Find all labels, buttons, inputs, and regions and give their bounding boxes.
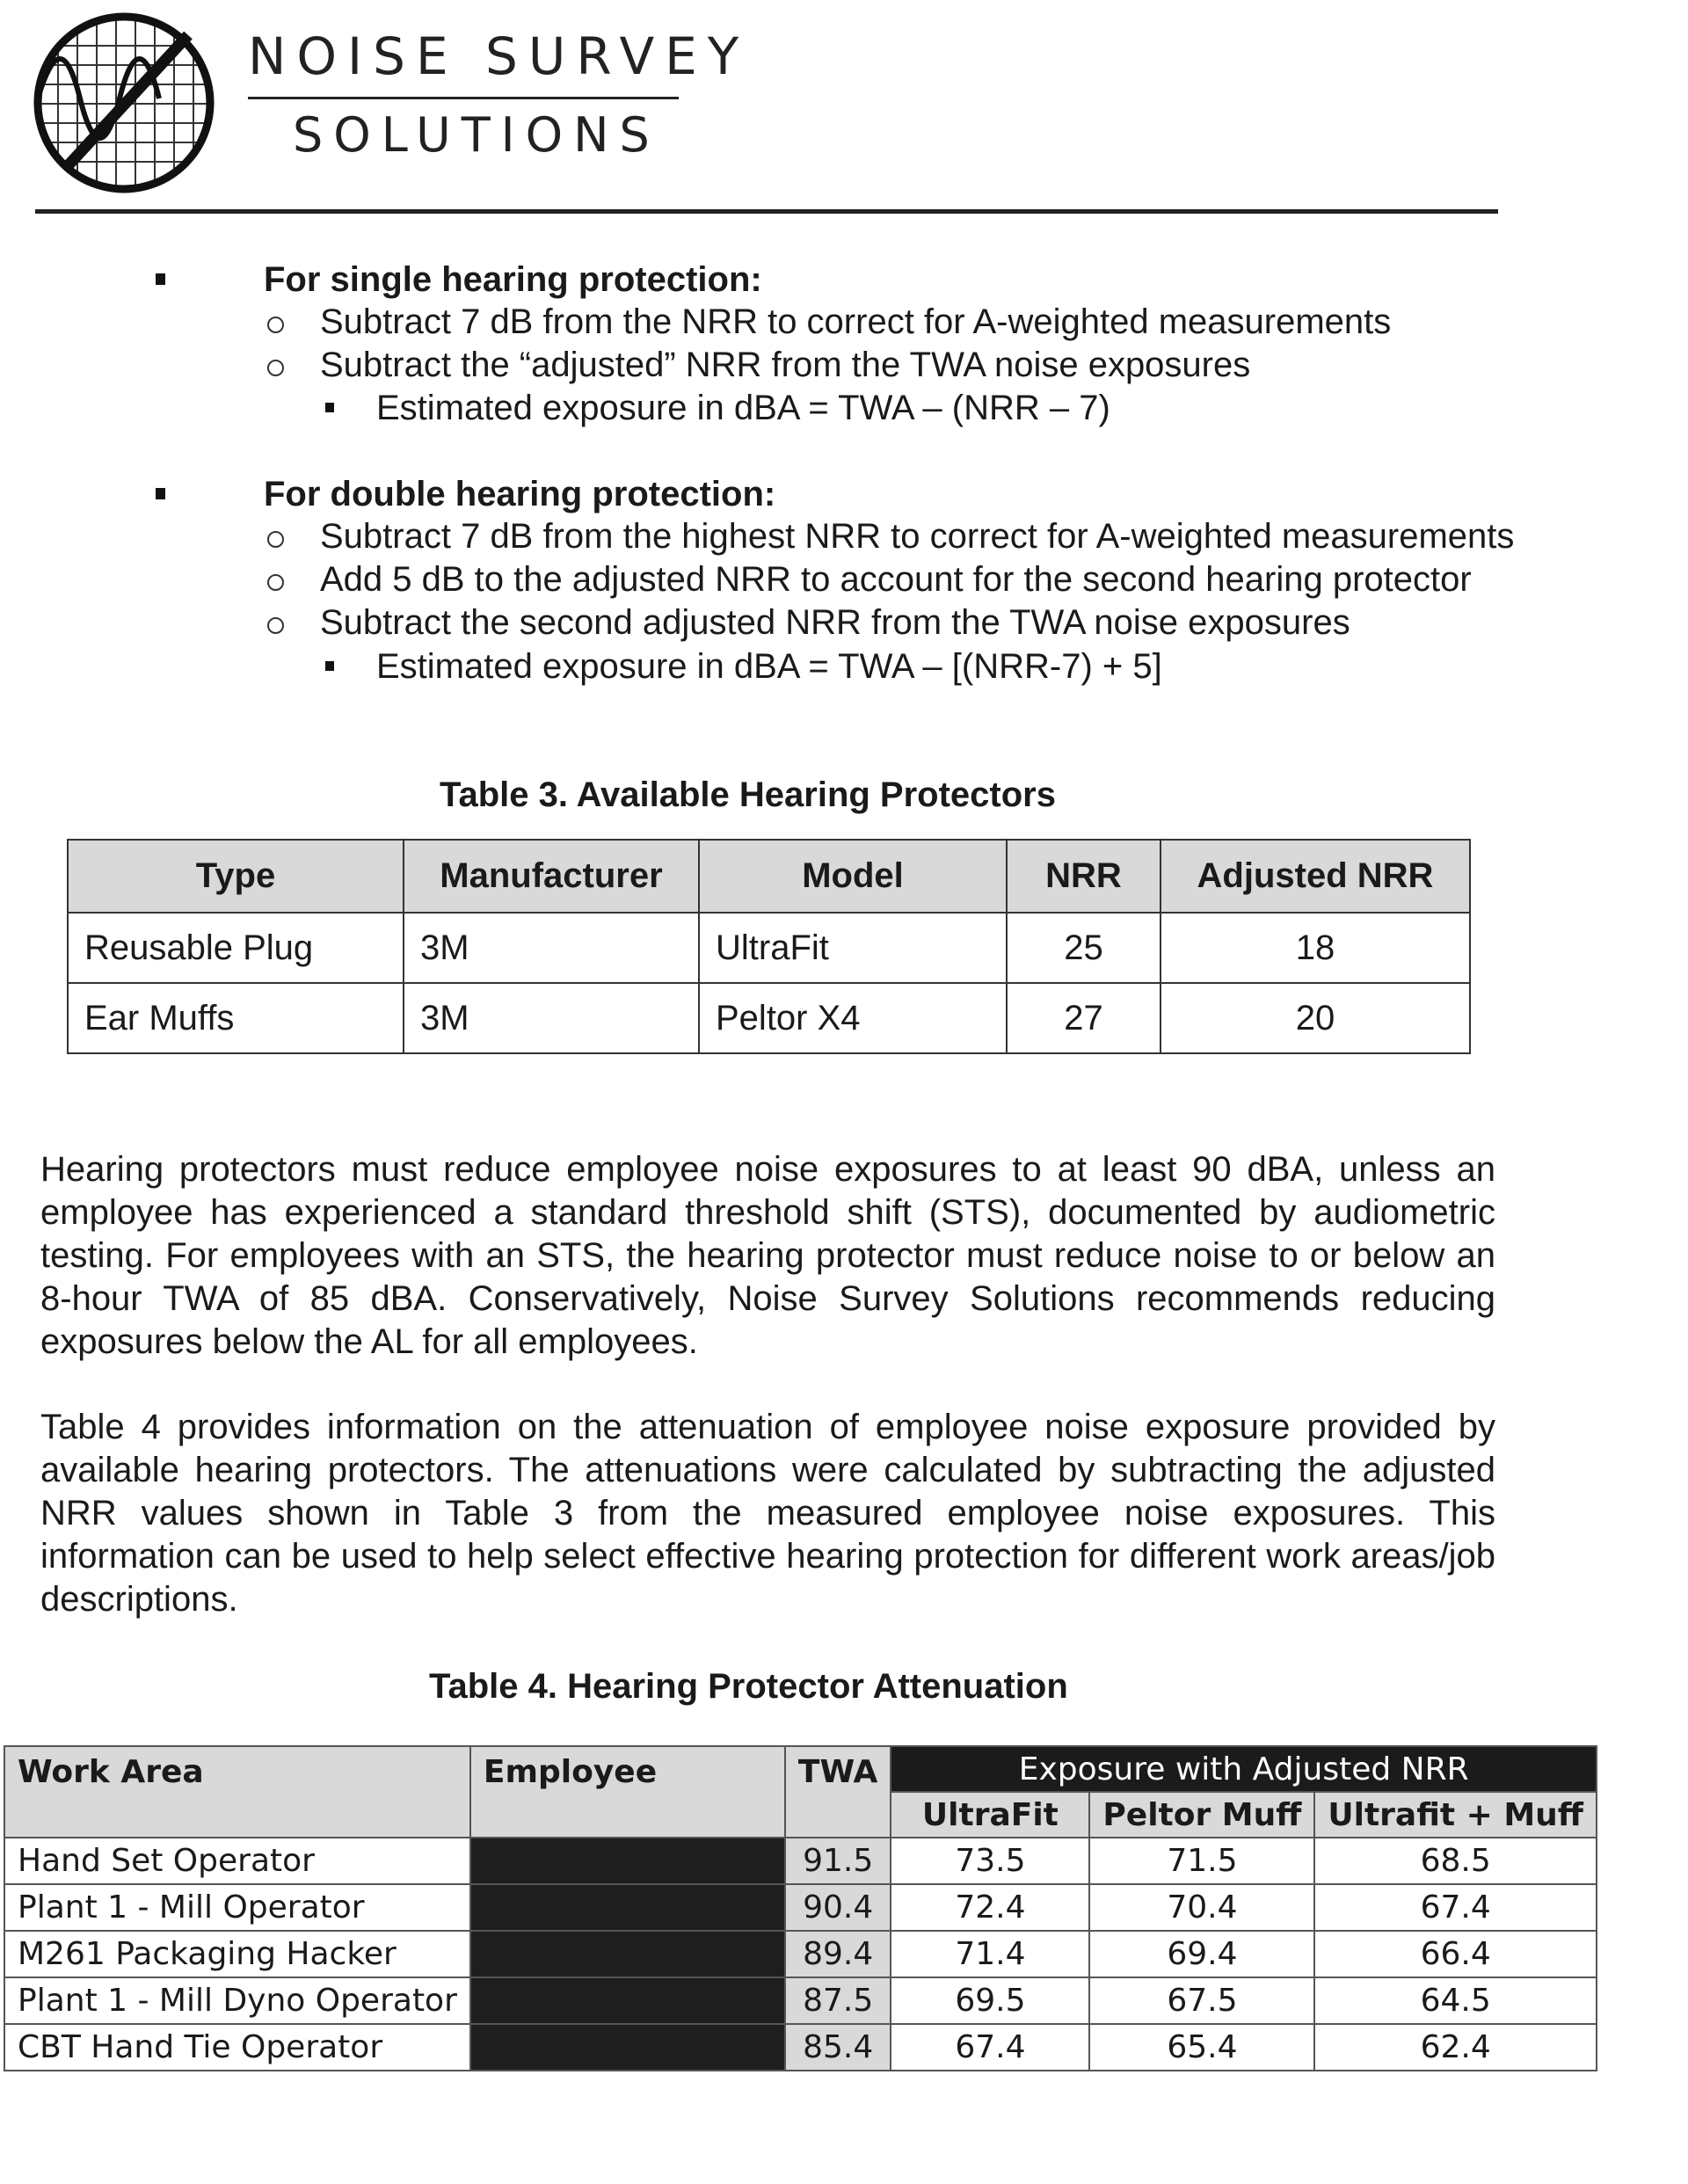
table4-header-peltor-muff: Peltor Muff: [1089, 1792, 1314, 1838]
table4-work-area: Plant 1 - Mill Operator: [4, 1884, 470, 1931]
table4-work-area: Hand Set Operator: [4, 1838, 470, 1884]
circle-bullet-icon: [267, 617, 284, 634]
circle-bullet-icon: [267, 317, 284, 333]
square-bullet-icon: [156, 273, 165, 285]
table4-caption: Table 4. Hearing Protector Attenuation: [429, 1667, 1068, 1706]
table3-header-adjusted-nrr: Adjusted NRR: [1160, 840, 1470, 913]
table3: [67, 839, 1471, 1054]
brand-divider: [248, 97, 679, 99]
table4-work-area: Plant 1 - Mill Dyno Operator: [4, 1977, 470, 2024]
table4-ultrafit-muff: 67.4: [1314, 1884, 1597, 1931]
table4-work-area: CBT Hand Tie Operator: [4, 2024, 470, 2071]
table3-header-manufacturer: Manufacturer: [404, 840, 699, 913]
square-bullet-icon: [156, 488, 165, 499]
table3-header-nrr: NRR: [1007, 840, 1160, 913]
table4-work-area: M261 Packaging Hacker: [4, 1931, 470, 1977]
brand-name-bottom: SOLUTIONS: [293, 107, 660, 163]
table4-twa: 85.4: [785, 2024, 891, 2071]
table-row: [4, 1884, 1597, 1931]
table3-cell: Reusable Plug: [68, 913, 404, 983]
table-row: [4, 1931, 1597, 1977]
double-item-2: Add 5 dB to the adjusted NRR to account for the second hearing protector: [320, 560, 1472, 599]
table4-peltor-muff: 65.4: [1089, 2024, 1314, 2071]
redacted-employee: [470, 1884, 785, 1931]
single-heading: For single hearing protection:: [264, 260, 762, 299]
table3-cell: 20: [1160, 983, 1470, 1053]
table4-peltor-muff: 67.5: [1089, 1977, 1314, 2024]
circle-bullet-icon: [267, 531, 284, 548]
table-row: [4, 1838, 1597, 1884]
table4-twa: 90.4: [785, 1884, 891, 1931]
double-heading: For double hearing protection:: [264, 475, 776, 513]
square-bullet-icon: [325, 661, 334, 671]
table4-ultrafit: 73.5: [891, 1838, 1089, 1884]
table4-ultrafit: 69.5: [891, 1977, 1089, 2024]
table3-cell: Peltor X4: [699, 983, 1007, 1053]
waveform-circle-slash-icon: [32, 11, 216, 195]
table3-cell: 27: [1007, 983, 1160, 1053]
table4-header-ultrafit-muff: Ultrafit + Muff: [1314, 1792, 1597, 1838]
table4-twa: 87.5: [785, 1977, 891, 2024]
table-row: [4, 2024, 1597, 2071]
square-bullet-icon: [325, 403, 334, 412]
table4-header-exposure-group: Exposure with Adjusted NRR: [891, 1746, 1597, 1792]
table3-cell: 25: [1007, 913, 1160, 983]
redacted-employee: [470, 1977, 785, 2024]
table4-ultrafit: 72.4: [891, 1884, 1089, 1931]
single-item-1: Subtract 7 dB from the NRR to correct for A-weighted measurements: [320, 302, 1392, 341]
circle-bullet-icon: [267, 574, 284, 591]
table3-cell: 3M: [404, 913, 699, 983]
table3-cell: UltraFit: [699, 913, 1007, 983]
table4-header-work-area: Work Area: [4, 1746, 470, 1838]
table4-ultrafit: 71.4: [891, 1931, 1089, 1977]
table4-ultrafit-muff: 68.5: [1314, 1838, 1597, 1884]
table4-header-twa: TWA: [785, 1746, 891, 1838]
redacted-employee: [470, 1838, 785, 1884]
brand-name-top: NOISE SURVEY: [248, 26, 750, 86]
table4-header-ultrafit: UltraFit: [891, 1792, 1089, 1838]
table3-header-model: Model: [699, 840, 1007, 913]
table4-twa: 91.5: [785, 1838, 891, 1884]
redacted-employee: [470, 2024, 785, 2071]
table4-ultrafit-muff: 66.4: [1314, 1931, 1597, 1977]
table3-cell: 3M: [404, 983, 699, 1053]
table4-peltor-muff: 71.5: [1089, 1838, 1314, 1884]
table4: [4, 1745, 1597, 2071]
single-item-2: Subtract the “adjusted” NRR from the TWA noise exposures: [320, 346, 1251, 384]
paragraph-hearing-protectors: Hearing protectors must reduce employee noise exposures to at least 90 dBA, unless an employee has experienced a standard threshold shift (STS), documented by audiometric testing. For employees with an STS, the hearing protector must reduce noise to or below an 8-hour TWA of 85 dBA. Conservatively, Noise Survey Solutions recommends reducing exposures below the AL for all employees.: [40, 1150, 1495, 1361]
table4-peltor-muff: 70.4: [1089, 1884, 1314, 1931]
table4-twa: 89.4: [785, 1931, 891, 1977]
table3-caption: Table 3. Available Hearing Protectors: [440, 775, 1056, 814]
table3-cell: Ear Muffs: [68, 983, 404, 1053]
header-rule: [35, 209, 1498, 214]
table3-header-type: Type: [68, 840, 404, 913]
double-formula: Estimated exposure in dBA = TWA – [(NRR-7) + 5]: [376, 647, 1162, 686]
table-row: [68, 913, 1470, 983]
double-item-3: Subtract the second adjusted NRR from the TWA noise exposures: [320, 603, 1350, 642]
double-item-1: Subtract 7 dB from the highest NRR to correct for A-weighted measurements: [320, 517, 1515, 556]
paragraph-table4-intro: Table 4 provides information on the attenuation of employee noise exposure provided by available hearing protectors. The attenuations were calculated by subtracting the adjusted NRR values shown in Table 3 from the measured employee noise exposures. This information can be used to help select effective hearing protection for different work areas/job descriptions.: [40, 1408, 1495, 1619]
single-formula: Estimated exposure in dBA = TWA – (NRR – 7): [376, 389, 1110, 427]
table4-ultrafit: 67.4: [891, 2024, 1089, 2071]
circle-bullet-icon: [267, 360, 284, 376]
table-row: [68, 983, 1470, 1053]
redacted-employee: [470, 1931, 785, 1977]
table-row: [4, 1977, 1597, 2024]
table4-ultrafit-muff: 64.5: [1314, 1977, 1597, 2024]
table4-peltor-muff: 69.4: [1089, 1931, 1314, 1977]
table3-cell: 18: [1160, 913, 1470, 983]
table4-ultrafit-muff: 62.4: [1314, 2024, 1597, 2071]
table4-header-employee: Employee: [470, 1746, 785, 1838]
